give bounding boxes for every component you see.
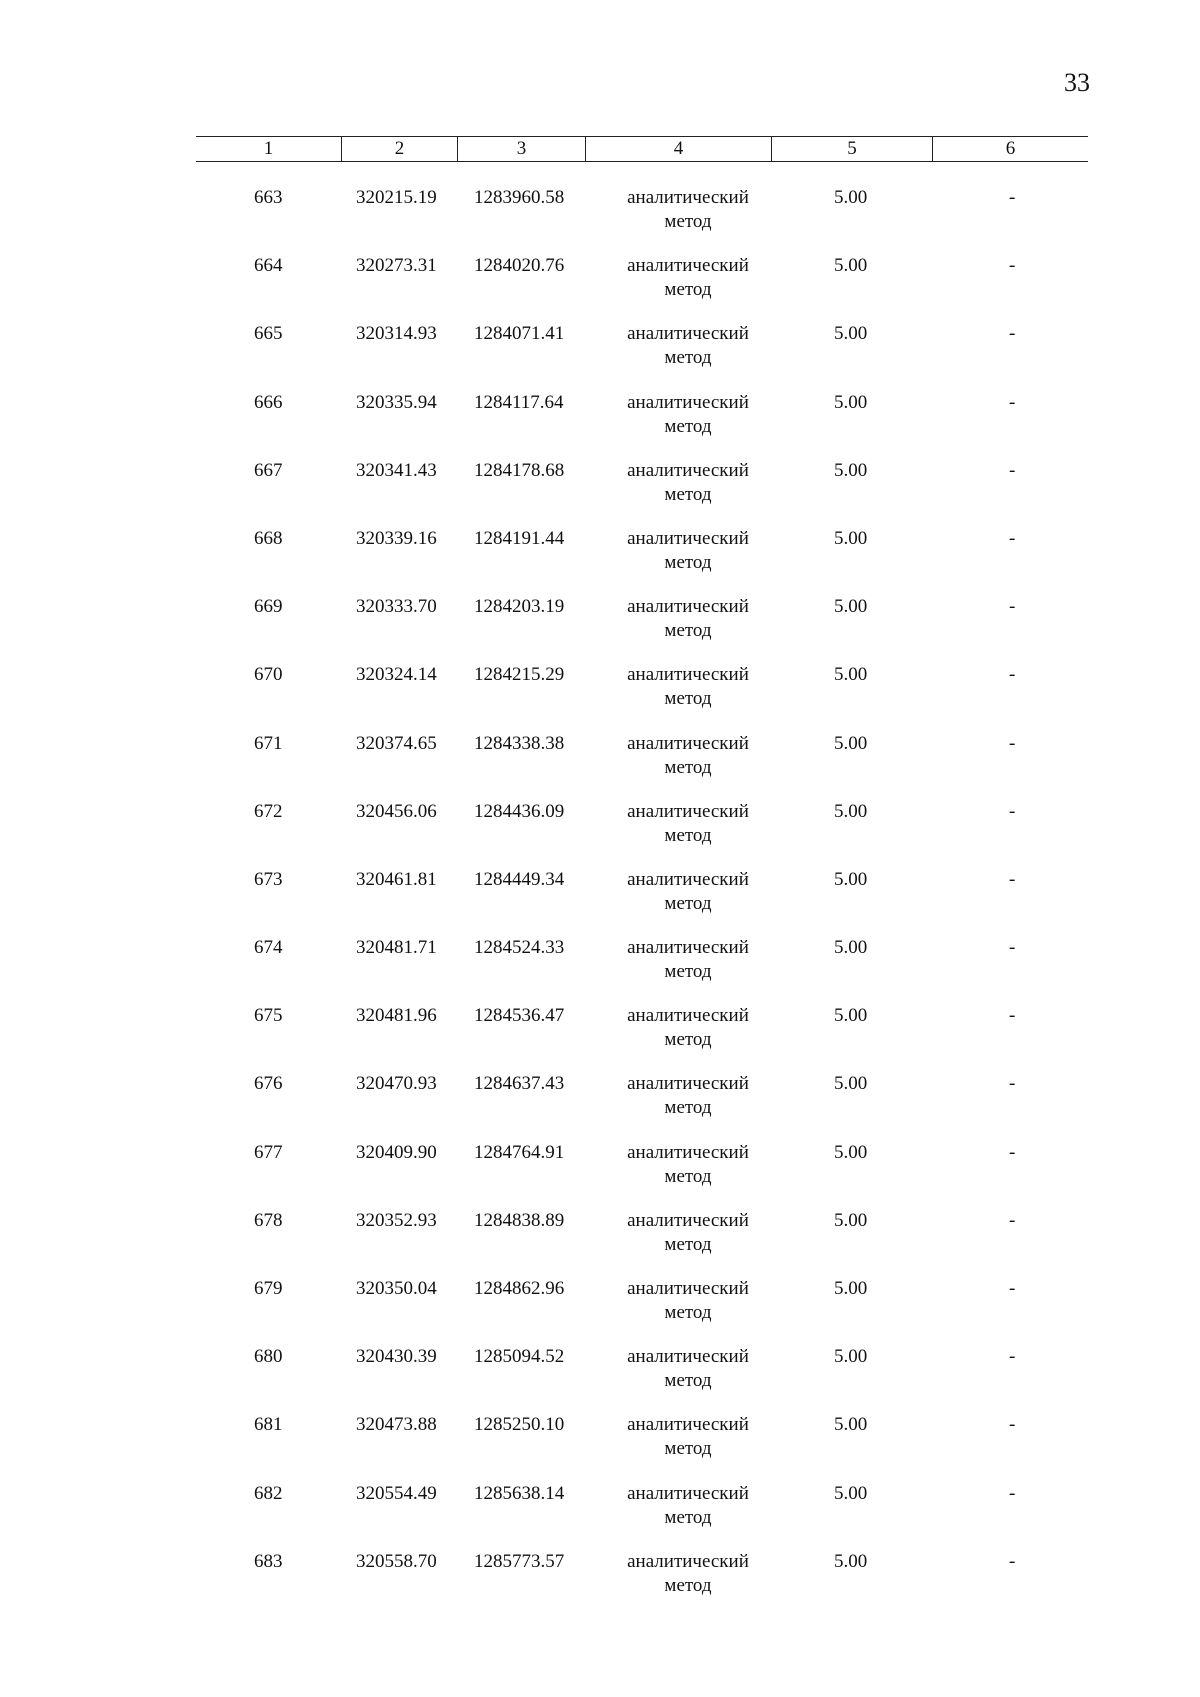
coordinate-x: 320461.81 bbox=[356, 868, 437, 890]
method-line-2: метод bbox=[664, 1029, 712, 1051]
column-header-1: 1 bbox=[263, 138, 274, 159]
coordinate-y: 1284764.91 bbox=[474, 1141, 565, 1163]
determination-method bbox=[614, 322, 762, 370]
method-line-2: метод bbox=[664, 415, 712, 437]
method-line-2: метод bbox=[664, 347, 712, 369]
precision-value: 5.00 bbox=[834, 459, 868, 481]
column-header-3: 3 bbox=[457, 137, 585, 161]
table-row bbox=[196, 391, 1088, 459]
determination-method bbox=[614, 732, 762, 780]
method-line-1: аналитический bbox=[627, 1346, 749, 1368]
precision-value: 5.00 bbox=[834, 937, 868, 959]
method-line-1: аналитический bbox=[627, 1482, 749, 1504]
precision-value: 5.00 bbox=[834, 1209, 868, 1231]
table-row bbox=[196, 186, 1088, 254]
method-line-2: метод bbox=[664, 1370, 712, 1392]
table-row bbox=[196, 1550, 1088, 1618]
coordinates-table-body bbox=[196, 186, 1088, 1618]
note-value: - bbox=[1009, 664, 1016, 686]
method-line-2: метод bbox=[664, 1574, 712, 1596]
column-header-6: 6 bbox=[932, 137, 1088, 161]
table-header bbox=[196, 136, 1088, 162]
table-row bbox=[196, 1072, 1088, 1140]
table-row bbox=[196, 663, 1088, 731]
point-number: 665 bbox=[254, 323, 283, 345]
table-row bbox=[196, 1004, 1088, 1072]
precision-value: 5.00 bbox=[834, 391, 868, 413]
method-line-1: аналитический bbox=[627, 459, 749, 481]
method-line-1: аналитический bbox=[627, 732, 749, 754]
precision-value: 5.00 bbox=[834, 732, 868, 754]
coordinate-x: 320430.39 bbox=[356, 1346, 437, 1368]
method-line-2: метод bbox=[664, 211, 712, 232]
coordinate-y: 1284524.33 bbox=[474, 937, 565, 959]
coordinate-x: 320481.71 bbox=[356, 937, 437, 959]
coordinate-y: 1285094.52 bbox=[474, 1346, 565, 1368]
table-row bbox=[196, 936, 1088, 1004]
method-line-1: аналитический bbox=[627, 1141, 749, 1163]
method-line-1: аналитический bbox=[627, 800, 749, 822]
method-line-1: аналитический bbox=[627, 1005, 749, 1027]
coordinate-y: 1284838.89 bbox=[474, 1209, 565, 1231]
coordinate-y: 1284637.43 bbox=[474, 1073, 565, 1095]
method-line-2: метод bbox=[664, 620, 712, 642]
coordinate-x: 320481.96 bbox=[356, 1005, 437, 1027]
coordinate-x: 320558.70 bbox=[356, 1550, 437, 1572]
note-value: - bbox=[1009, 937, 1016, 959]
table-row bbox=[196, 459, 1088, 527]
precision-value: 5.00 bbox=[834, 187, 868, 208]
determination-method bbox=[614, 1345, 762, 1393]
method-line-2: метод bbox=[664, 279, 712, 301]
method-line-1: аналитический bbox=[627, 596, 749, 618]
note-value: - bbox=[1009, 1482, 1016, 1504]
point-number: 675 bbox=[254, 1005, 283, 1027]
method-line-2: метод bbox=[664, 1233, 712, 1255]
column-header-2: 2 bbox=[341, 137, 457, 161]
table-row bbox=[196, 868, 1088, 936]
determination-method bbox=[614, 1550, 762, 1598]
precision-value: 5.00 bbox=[834, 1278, 868, 1299]
precision-value: 5.00 bbox=[834, 1005, 868, 1027]
coordinate-x: 320473.88 bbox=[356, 1414, 437, 1436]
determination-method bbox=[614, 186, 762, 234]
coordinate-x: 320409.90 bbox=[356, 1141, 437, 1163]
coordinate-y: 1285638.14 bbox=[474, 1482, 565, 1504]
coordinate-x: 320333.70 bbox=[356, 596, 437, 618]
note-value: - bbox=[1009, 1005, 1016, 1027]
coordinate-y: 1284071.41 bbox=[474, 323, 565, 345]
table-row bbox=[196, 527, 1088, 595]
coordinate-x: 320324.14 bbox=[356, 664, 437, 686]
note-value: - bbox=[1009, 1346, 1016, 1368]
method-line-2: метод bbox=[664, 756, 712, 778]
table-row bbox=[196, 254, 1088, 322]
determination-method bbox=[614, 1072, 762, 1120]
precision-value: 5.00 bbox=[834, 664, 868, 686]
method-line-1: аналитический bbox=[627, 664, 749, 686]
point-number: 666 bbox=[254, 391, 283, 413]
coordinate-y: 1284178.68 bbox=[474, 459, 565, 481]
method-line-2: метод bbox=[664, 892, 712, 914]
coordinate-x: 320341.43 bbox=[356, 459, 437, 481]
table-row bbox=[196, 322, 1088, 390]
point-number: 664 bbox=[254, 255, 283, 277]
precision-value: 5.00 bbox=[834, 1414, 868, 1436]
method-line-2: метод bbox=[664, 1438, 712, 1460]
determination-method bbox=[614, 459, 762, 507]
coordinate-y: 1284117.64 bbox=[474, 391, 564, 413]
coordinate-y: 1285773.57 bbox=[474, 1550, 565, 1572]
determination-method bbox=[614, 663, 762, 711]
determination-method bbox=[614, 1209, 762, 1257]
point-number: 676 bbox=[254, 1073, 283, 1095]
determination-method bbox=[614, 868, 762, 916]
method-line-2: метод bbox=[664, 1097, 712, 1119]
method-line-1: аналитический bbox=[627, 323, 749, 345]
coordinate-x: 320339.16 bbox=[356, 527, 437, 549]
method-line-1: аналитический bbox=[627, 527, 749, 549]
coordinate-x: 320374.65 bbox=[356, 732, 437, 754]
method-line-1: аналитический bbox=[627, 937, 749, 959]
precision-value: 5.00 bbox=[834, 596, 868, 618]
determination-method bbox=[614, 527, 762, 575]
point-number: 672 bbox=[254, 800, 283, 822]
coordinate-x: 320273.31 bbox=[356, 255, 437, 277]
determination-method bbox=[614, 800, 762, 848]
table-row bbox=[196, 595, 1088, 663]
point-number: 677 bbox=[254, 1141, 283, 1163]
note-value: - bbox=[1009, 1209, 1016, 1231]
table-row bbox=[196, 1277, 1088, 1345]
method-line-1: аналитический bbox=[627, 1073, 749, 1095]
table-row bbox=[196, 1345, 1088, 1413]
note-value: - bbox=[1009, 1141, 1016, 1163]
note-value: - bbox=[1009, 800, 1016, 822]
method-line-1: аналитический bbox=[627, 1414, 749, 1436]
point-number: 667 bbox=[254, 459, 283, 481]
precision-value: 5.00 bbox=[834, 1073, 868, 1095]
coordinate-y: 1285250.10 bbox=[474, 1414, 565, 1436]
method-line-1: аналитический bbox=[627, 1278, 749, 1299]
note-value: - bbox=[1009, 527, 1016, 549]
table-row bbox=[196, 1482, 1088, 1550]
method-line-2: метод bbox=[664, 551, 712, 573]
coordinate-x: 320554.49 bbox=[356, 1482, 437, 1504]
precision-value: 5.00 bbox=[834, 868, 868, 890]
precision-value: 5.00 bbox=[834, 800, 868, 822]
point-number: 681 bbox=[254, 1414, 283, 1436]
point-number: 673 bbox=[254, 868, 283, 890]
coordinate-x: 320456.06 bbox=[356, 800, 437, 822]
method-line-2: метод bbox=[664, 1165, 712, 1187]
point-number: 683 bbox=[254, 1550, 283, 1572]
point-number: 671 bbox=[254, 732, 283, 754]
point-number: 678 bbox=[254, 1209, 283, 1231]
point-number: 669 bbox=[254, 596, 283, 618]
point-number: 668 bbox=[254, 527, 283, 549]
column-header-5: 5 bbox=[771, 137, 932, 161]
determination-method bbox=[614, 1482, 762, 1530]
coordinate-y: 1284203.19 bbox=[474, 596, 565, 618]
note-value: - bbox=[1009, 1073, 1016, 1095]
column-header-4: 4 bbox=[585, 137, 771, 161]
determination-method bbox=[614, 1277, 762, 1325]
point-number: 663 bbox=[254, 187, 283, 208]
point-number: 670 bbox=[254, 664, 283, 686]
method-line-1: аналитический bbox=[627, 868, 749, 890]
coordinate-x: 320352.93 bbox=[356, 1209, 437, 1231]
point-number: 682 bbox=[254, 1482, 283, 1504]
note-value: - bbox=[1009, 323, 1016, 345]
coordinate-y: 1284536.47 bbox=[474, 1005, 565, 1027]
note-value: - bbox=[1009, 459, 1016, 481]
note-value: - bbox=[1009, 596, 1016, 618]
coordinate-y: 1284436.09 bbox=[474, 800, 565, 822]
coordinate-y: 1284020.76 bbox=[474, 255, 565, 277]
precision-value: 5.00 bbox=[834, 323, 868, 345]
table-row bbox=[196, 800, 1088, 868]
method-line-2: метод bbox=[664, 1302, 712, 1323]
note-value: - bbox=[1009, 1414, 1016, 1436]
precision-value: 5.00 bbox=[834, 1550, 868, 1572]
note-value: - bbox=[1009, 1278, 1016, 1299]
method-line-1: аналитический bbox=[627, 255, 749, 277]
coordinate-y: 1283960.58 bbox=[474, 187, 565, 208]
precision-value: 5.00 bbox=[834, 527, 868, 549]
precision-value: 5.00 bbox=[834, 1482, 868, 1504]
page-number: 33 bbox=[1064, 68, 1090, 97]
method-line-1: аналитический bbox=[627, 1550, 749, 1572]
coordinate-y: 1284215.29 bbox=[474, 664, 565, 686]
note-value: - bbox=[1009, 1550, 1016, 1572]
method-line-2: метод bbox=[664, 483, 712, 505]
determination-method bbox=[614, 936, 762, 984]
method-line-1: аналитический bbox=[627, 1209, 749, 1231]
method-line-2: метод bbox=[664, 961, 712, 983]
determination-method bbox=[614, 254, 762, 302]
note-value: - bbox=[1009, 391, 1016, 413]
coordinate-y: 1284338.38 bbox=[474, 732, 565, 754]
method-line-2: метод bbox=[664, 688, 712, 710]
table-row bbox=[196, 732, 1088, 800]
precision-value: 5.00 bbox=[834, 255, 868, 277]
point-number: 680 bbox=[254, 1346, 283, 1368]
determination-method bbox=[614, 595, 762, 643]
method-line-2: метод bbox=[664, 824, 712, 846]
determination-method bbox=[614, 1004, 762, 1052]
determination-method bbox=[614, 1413, 762, 1461]
coordinate-y: 1284862.96 bbox=[474, 1278, 565, 1299]
precision-value: 5.00 bbox=[834, 1141, 868, 1163]
table-row bbox=[196, 1141, 1088, 1209]
method-line-1: аналитический bbox=[627, 391, 749, 413]
coordinate-x: 320470.93 bbox=[356, 1073, 437, 1095]
coordinate-y: 1284191.44 bbox=[474, 527, 565, 549]
coordinate-y: 1284449.34 bbox=[474, 868, 565, 890]
point-number: 674 bbox=[254, 937, 283, 959]
coordinate-x: 320215.19 bbox=[356, 187, 437, 208]
method-line-2: метод bbox=[664, 1506, 712, 1528]
table-row bbox=[196, 1413, 1088, 1481]
note-value: - bbox=[1009, 732, 1016, 754]
precision-value: 5.00 bbox=[834, 1346, 868, 1368]
coordinate-x: 320314.93 bbox=[356, 323, 437, 345]
coordinate-x: 320335.94 bbox=[356, 391, 437, 413]
method-line-1: аналитический bbox=[627, 187, 749, 208]
note-value: - bbox=[1009, 255, 1016, 277]
note-value: - bbox=[1009, 187, 1016, 208]
note-value: - bbox=[1009, 868, 1016, 890]
coordinate-x: 320350.04 bbox=[356, 1278, 437, 1299]
point-number: 679 bbox=[254, 1278, 283, 1299]
table-row bbox=[196, 1209, 1088, 1277]
determination-method bbox=[614, 1141, 762, 1189]
determination-method bbox=[614, 391, 762, 439]
